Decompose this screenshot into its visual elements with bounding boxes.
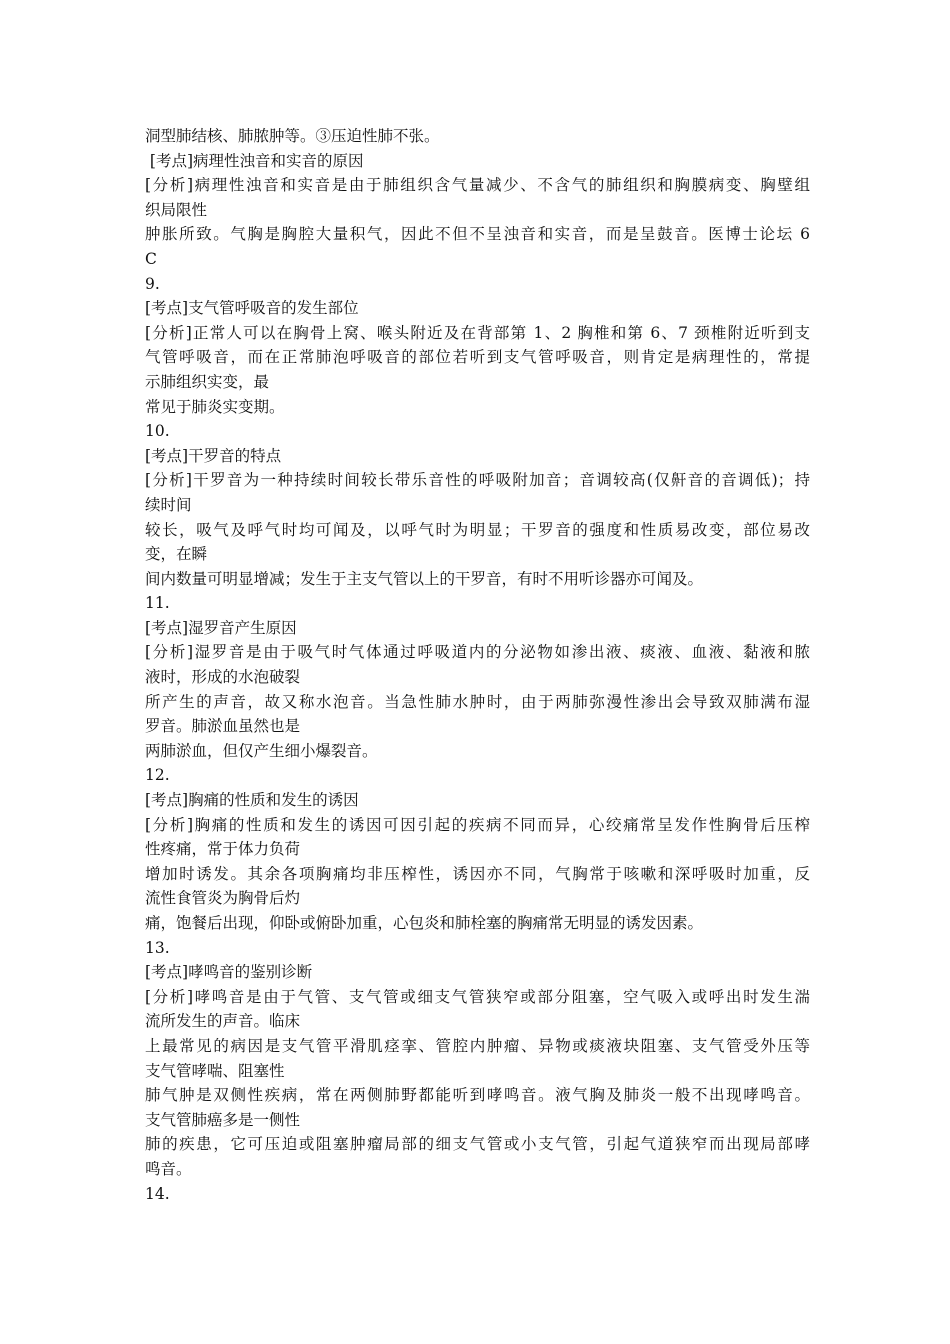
- text-line: 痛，饱餐后出现，仰卧或俯卧加重，心包炎和肺栓塞的胸痛常无明显的诱发因素。: [145, 914, 704, 932]
- text-line: 间内数量可明显增减；发生于主支气管以上的干罗音，有时不用听诊器亦可闻及。: [145, 569, 704, 588]
- text-line: [分析]胸痛的性质和发生的诱因可因引起的疾病不同而异，心绞痛常呈发作性胸骨后压榨: [145, 815, 810, 834]
- text-line: 气管呼吸音，而在正常肺泡呼吸音的部位若听到支气管呼吸音，则肯定是病理性的，常提: [145, 348, 810, 367]
- text-line: 性疼痛，常于体力负荷: [145, 840, 301, 859]
- text-line: 10.: [145, 422, 170, 441]
- text-line: 增加时诱发。其余各项胸痛均非压榨性，诱因亦不同，气胸常于咳嗽和深呼吸时加重，反: [145, 864, 810, 883]
- text-line: 织局限性: [145, 200, 208, 219]
- text-line: 两肺淤血，但仅产生细小爆裂音。: [145, 741, 378, 760]
- text-line: 14.: [145, 1184, 170, 1203]
- text-line: 11.: [145, 594, 170, 613]
- text-line: 所产生的声音，故又称水泡音。当急性肺水肿时，由于两肺弥漫性渗出会导致双肺满布湿: [145, 692, 810, 711]
- text-line: 12.: [145, 766, 170, 785]
- text-line: 洞型肺结核、肺脓肿等。③压迫性肺不张。: [145, 127, 440, 145]
- text-line: 上最常见的病因是支气管平滑肌痉挛、管腔内肿瘤、异物或痰液块阻塞、支气管受外压等: [145, 1036, 810, 1055]
- text-line: 流性食管炎为胸骨后灼: [145, 889, 301, 908]
- text-line: [考点]支气管呼吸音的发生部位: [145, 299, 359, 318]
- text-line: [分析]病理性浊音和实音是由于肺组织含气量减少、不含气的肺组织和胸膜病变、胸壁组: [145, 176, 810, 195]
- text-line: 支气管哮喘、阻塞性: [145, 1061, 285, 1080]
- text-line: 常见于肺炎实变期。: [145, 397, 285, 416]
- text-line: 鸣音。: [145, 1159, 192, 1178]
- text-line: 肺的疾患，它可压迫或阻塞肿瘤局部的细支气管或小支气管，引起气道狭窄而出现局部哮: [145, 1135, 810, 1154]
- text-line: 9.: [145, 274, 160, 293]
- text-line: 示肺组织实变，最: [145, 372, 270, 391]
- text-line: 较长，吸气及呼气时均可闻及，以呼气时为明显；干罗音的强度和性质易改变，部位易改: [145, 520, 810, 539]
- text-line: 肺气肿是双侧性疾病，常在两侧肺野都能听到哮鸣音。液气胸及肺炎一般不出现哮鸣音。: [145, 1086, 810, 1105]
- text-line: 肿胀所致。气胸是胸腔大量积气，因此不但不呈浊音和实音，而是呈鼓音。医博士论坛 6: [145, 225, 810, 244]
- text-line: [考点]湿罗音产生原因: [145, 618, 297, 637]
- text-line: [考点]胸痛的性质和发生的诱因: [145, 791, 359, 810]
- text-line: C: [145, 249, 157, 268]
- text-line: [考点]哮鸣音的鉴别诊断: [145, 963, 313, 982]
- text-line: [分析]正常人可以在胸骨上窝、喉头附近及在背部第 1、2 胸椎和第 6、7 颈椎附近听到支: [145, 323, 810, 342]
- text-line: [分析]干罗音为一种持续时间较长带乐音性的呼吸附加音；音调较高(仅鼾音的音调低)；持: [145, 471, 810, 490]
- text-line: 罗音。肺淤血虽然也是: [145, 717, 301, 736]
- text-line: [分析]湿罗音是由于吸气时气体通过呼吸道内的分泌物如渗出液、痰液、血液、黏液和脓: [145, 643, 810, 662]
- text-line: 13.: [145, 938, 170, 957]
- text-line: [考点]干罗音的特点: [145, 446, 282, 465]
- text-line: 液时，形成的水泡破裂: [145, 668, 301, 687]
- text-line: 流所发生的声音。临床: [145, 1012, 301, 1031]
- text-line: [考点]病理性浊音和实音的原因: [145, 151, 364, 170]
- text-line: 变，在瞬: [145, 545, 208, 564]
- document-page: [145, 124, 810, 1206]
- text-line: 续时间: [145, 495, 192, 514]
- text-line: [分析]哮鸣音是由于气管、支气管或细支气管狭窄或部分阻塞，空气吸入或呼出时发生湍: [145, 987, 810, 1006]
- text-line: 支气管肺癌多是一侧性: [145, 1110, 301, 1129]
